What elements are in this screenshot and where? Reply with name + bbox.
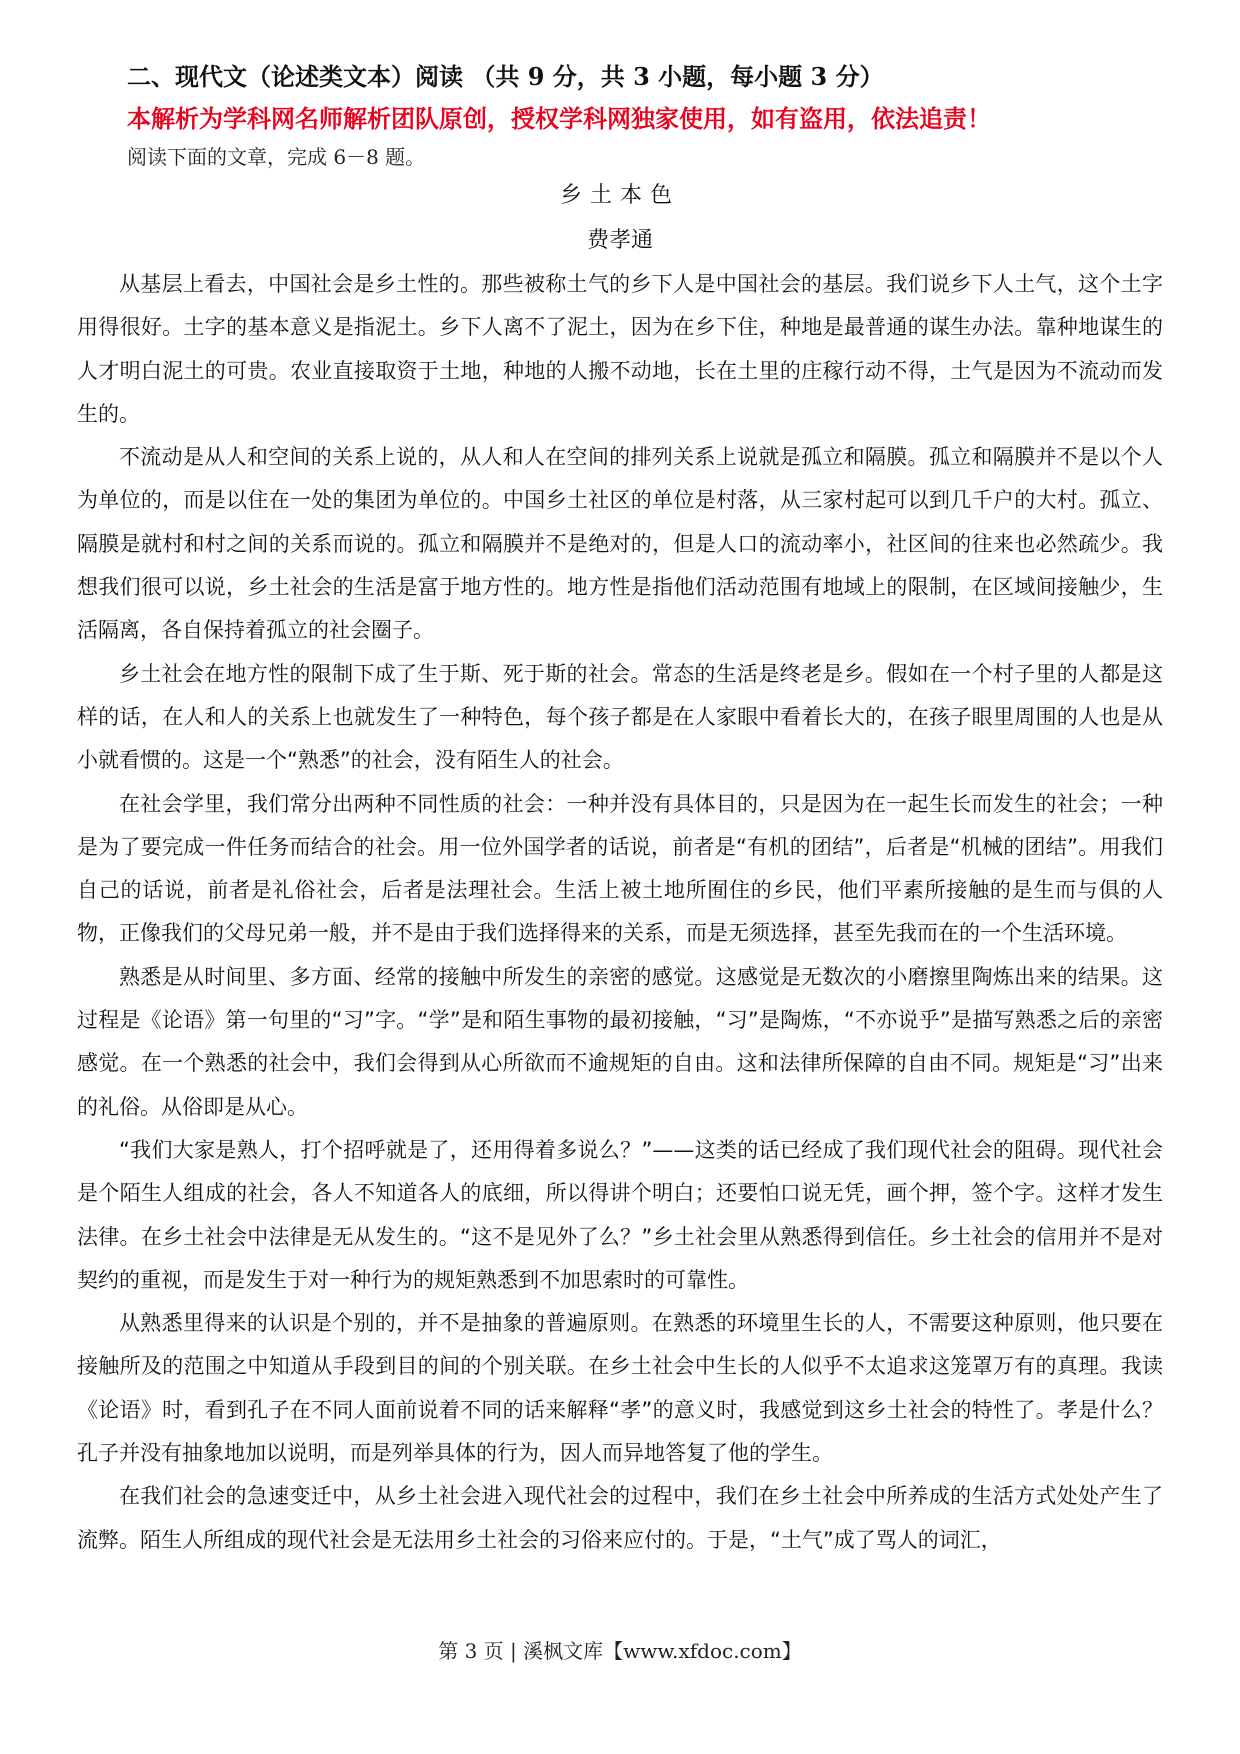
- copyright-notice: 本解析为学科网名师解析团队原创，授权学科网独家使用，如有盗用，依法追责！: [127, 104, 991, 133]
- reading-instruction: 阅读下面的文章，完成 6－8 题。: [127, 145, 426, 169]
- paragraph-7: 从熟悉里得来的认识是个别的，并不是抽象的普遍原则。在熟悉的环境里生长的人，不需要这种原则，他只要在接触所及的范围之中知道从手段到目的间的个别关联。在乡土社会中生长的人似乎不太追求这笼罩万有的真理。我读《论语》时，看到孔子在不同人面前说着不同的话来解释“孝”的意义时，我感觉到这乡土社会的特性了。孝是什么？孔子并没有抽象地加以说明，而是列举具体的行为，因人而异地答复了他的学生。: [77, 1311, 1163, 1466]
- article-title: 乡土本色: [559, 183, 680, 208]
- paragraph-3: 乡土社会在地方性的限制下成了生于斯、死于斯的社会。常态的生活是终老是乡。假如在一个村子里的人都是这样的话，在人和人的关系上也就发生了一种特色，每个孩子都是在人家眼中看着长大的，在孩子眼里周围的人也是从小就看惯的。这是一个“熟悉”的社会，没有陌生人的社会。: [77, 661, 1163, 773]
- paragraph-4: 在社会学里，我们常分出两种不同性质的社会：一种并没有具体目的，只是因为在一起生长而发生的社会；一种是为了要完成一件任务而结合的社会。用一位外国学者的话说，前者是“有机的团结”，后者是“机械的团结”。用我们自己的话说，前者是礼俗社会，后者是法理社会。生活上被土地所囿住的乡民，他们平素所接触的是生而与俱的人物，正像我们的父母兄弟一般，并不是由于我们选择得来的关系，而是无须选择，甚至先我而在的一个生活环境。: [77, 791, 1163, 946]
- section-heading: 二、现代文（论述类文本）阅读 （共 9 分，共 3 小题，每小题 3 分）: [127, 62, 884, 91]
- paragraph-6: “我们大家是熟人，打个招呼就是了，还用得着多说么？”——这类的话已经成了我们现代社会的阻碍。现代社会是个陌生人组成的社会，各人不知道各人的底细，所以得讲个明白；还要怕口说无凭，画个押，签个字。这样才发生法律。在乡土社会中法律是无从发生的。“这不是见外了么？”乡土社会里从熟悉得到信任。乡土社会的信用并不是对契约的重视，而是发生于对一种行为的规矩熟悉到不加思索时的可靠性。: [77, 1137, 1163, 1292]
- paragraph-2: 不流动是从人和空间的关系上说的，从人和人在空间的排列关系上说就是孤立和隔膜。孤立和隔膜并不是以个人为单位的，而是以住在一处的集团为单位的。中国乡土社区的单位是村落，从三家村起可以到几千户的大村。孤立、隔膜是就村和村之间的关系而说的。孤立和隔膜并不是绝对的，但是人口的流动率小，社区间的往来也必然疏少。我想我们很可以说，乡土社会的生活是富于地方性的。地方性是指他们活动范围有地域上的限制，在区域间接触少，生活隔离，各自保持着孤立的社会圈子。: [77, 445, 1163, 643]
- paragraph-5: 熟悉是从时间里、多方面、经常的接触中所发生的亲密的感觉。这感觉是无数次的小磨擦里陶炼出来的结果。这过程是《论语》第一句里的“习”字。“学”是和陌生事物的最初接触，“习”是陶炼，“不亦说乎”是描写熟悉之后的亲密感觉。在一个熟悉的社会中，我们会得到从心所欲而不逾规矩的自由。这和法律所保障的自由不同。规矩是“习”出来的礼俗。从俗即是从心。: [77, 964, 1163, 1119]
- article-body: [77, 263, 1163, 1562]
- article-author: 费孝通: [586, 228, 653, 253]
- page-footer: 第 3 页 | 溪枫文库【www.xfdoc.com】: [438, 1639, 802, 1663]
- paragraph-8: 在我们社会的急速变迁中，从乡土社会进入现代社会的过程中，我们在乡土社会中所养成的生活方式处处产生了流弊。陌生人所组成的现代社会是无法用乡土社会的习俗来应付的。于是，“土气”成了骂人的词汇，: [77, 1484, 1163, 1552]
- paragraph-1: 从基层上看去，中国社会是乡土性的。那些被称土气的乡下人是中国社会的基层。我们说乡下人土气，这个土字用得很好。土字的基本意义是指泥土。乡下人离不了泥土，因为在乡下住，种地是最普通的谋生办法。靠种地谋生的人才明白泥土的可贵。农业直接取资于土地，种地的人搬不动地，长在土里的庄稼行动不得，土气是因为不流动而发生的。: [77, 272, 1163, 426]
